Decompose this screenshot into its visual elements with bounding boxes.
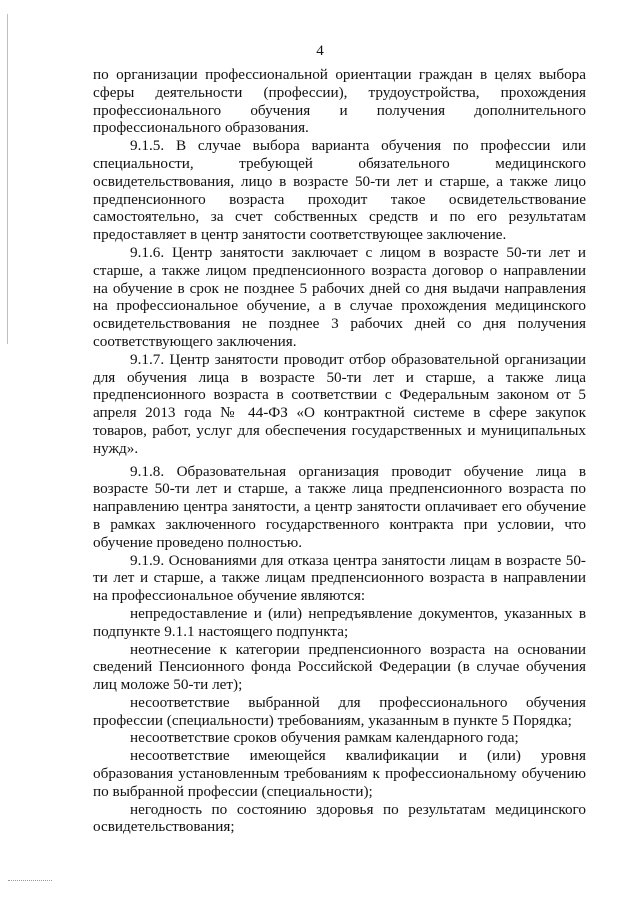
list-item-health: негодность по состоянию здоровья по результатам медицинского освидетельствования; (93, 800, 586, 836)
document-body (93, 66, 586, 836)
paragraph-9-1-5: 9.1.5. В случае выбора варианта обучения по профессии или специальности, требующей обязательного медицинского освидетельствования, лицо в возрасте 50-ти лет и старше, а также лицо предпенсионного возраста проходит такое освидетельствование самостоятельно, за счет собственных средств и по его результатам предоставляет в центр занятости соответствующее заключение. (93, 137, 586, 244)
list-item-calendar-year: несоответствие сроков обучения рамкам календарного года; (130, 729, 519, 747)
page-number: 4 (316, 43, 324, 59)
paragraph-9-1-6: 9.1.6. Центр занятости заключает с лицом в возрасте 50-ти лет и старше, а также лицом предпенсионного возраста договор о направлении на обучение в срок не позднее 5 рабочих дней со дня выдачи направления на профессиональное обучение, а в случае прохождения медицинского освидетельствования не позднее 3 рабочих дней со дня получения соответствующего заключения. (93, 243, 586, 350)
paragraph-9-1-9: 9.1.9. Основаниями для отказа центра занятости лицам в возрасте 50-ти лет и старше, а также лицам предпенсионного возраста в направлении на профессиональное обучение являются: (93, 551, 586, 605)
list-item-qualification: несоответствие имеющейся квалификации и (или) уровня образования установленным требованиям к профессиональному обучению по выбранной профессии (специальности); (93, 747, 586, 800)
paragraph-9-1-7: 9.1.7. Центр занятости проводит отбор образовательной организации для обучения лица в возрасте 50-ти лет и старше, а также лица предпенсионного возраста в соответствии с Федеральным законом от 5 апреля 2013 года № 44-ФЗ «О контрактной системе в сфере закупок товаров, работ, услуг для обеспечения государственных и муниципальных нужд». (93, 350, 586, 457)
paragraph-continuation: по организации профессиональной ориентации граждан в целях выбора сферы деятельности (профессии), трудоустройства, прохождения профессионального обучения и получения дополнительного профессионального образования. (93, 66, 586, 137)
scan-dotted-mark (8, 880, 52, 882)
list-item-documents: непредоставление и (или) непредъявление документов, указанных в подпункте 9.1.1 настоящего подпункта; (93, 604, 586, 640)
list-item-age-category: неотнесение к категории предпенсионного возраста на основании сведений Пенсионного фонда Российской Федерации (в случае обучения лиц моложе 50-ти лет); (93, 640, 586, 694)
scan-edge-line (7, 14, 8, 344)
list-item-profession-mismatch: несоответствие выбранной для профессионального обучения профессии (специальности) требованиям, указанным в пункте 5 Порядка; (93, 693, 586, 729)
paragraph-9-1-8: 9.1.8. Образовательная организация проводит обучение лица в возрасте 50-ти лет и старше, а также лица предпенсионного возраста по направлению центра занятости, а центр занятости оплачивает его обучение в рамках заключенного государственного контракта при условии, что обучение проведено полностью. (93, 462, 586, 551)
